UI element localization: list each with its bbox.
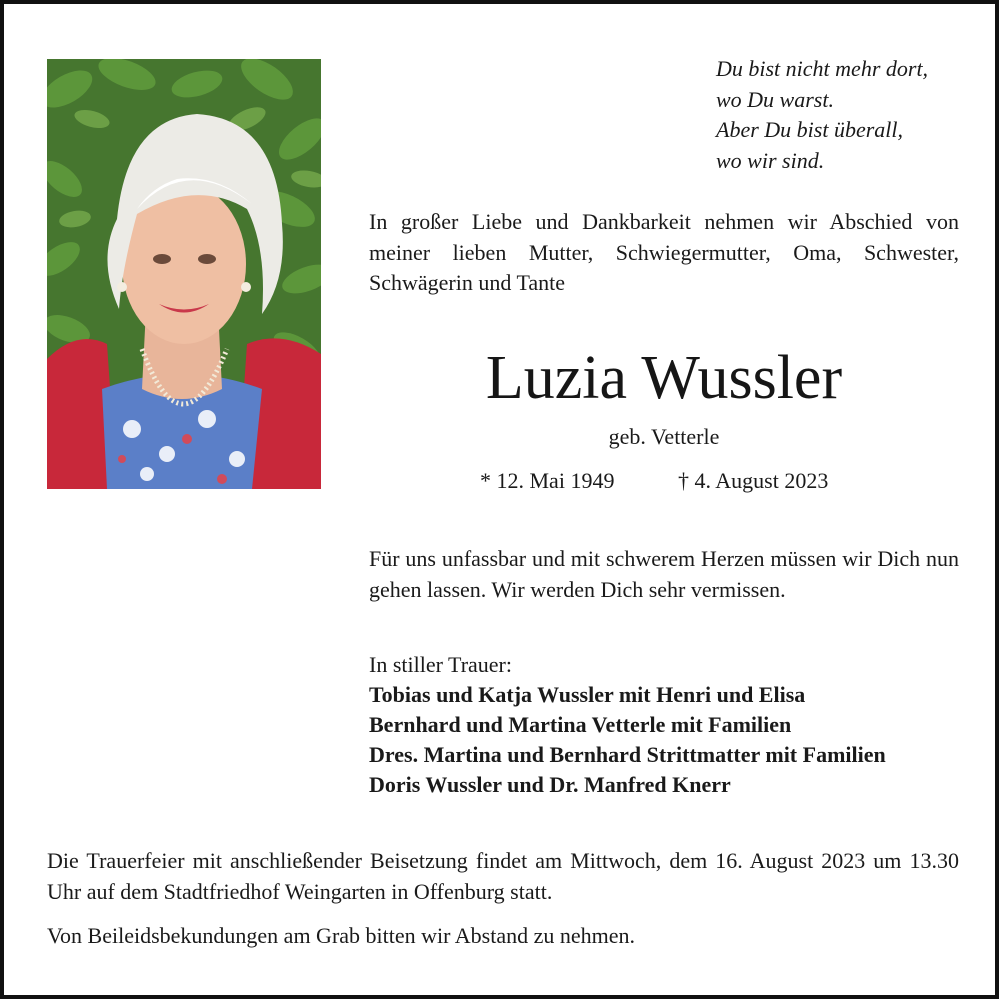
- funeral-info: Die Trauerfeier mit anschließender Beisetzung findet am Mittwoch, dem 16. August 2023 um 13.30 Uhr auf dem Stadtfriedhof Weingarten in Offenburg statt.: [47, 848, 959, 904]
- poem-line: Du bist nicht mehr dort,: [716, 56, 929, 81]
- mourner-family: Doris Wussler und Dr. Manfred Knerr: [369, 772, 731, 797]
- maiden-name: geb. Vetterle: [608, 424, 720, 449]
- poem-line: wo Du warst.: [716, 86, 834, 112]
- mourner-family: Dres. Martina und Bernhard Strittmatter mit Familien: [369, 742, 886, 767]
- birth-date: * 12. Mai 1949: [480, 468, 615, 493]
- death-date: † 4. August 2023: [678, 468, 829, 493]
- intro-text: In großer Liebe und Dankbarkeit nehmen wir Abschied von meiner lieben Mutter, Schwiegermutter, Oma, Schwester, Schwägerin und Tante: [369, 209, 959, 295]
- mourner-family: Bernhard und Martina Vetterle mit Familien: [369, 712, 792, 737]
- poem-line: Aber Du bist überall,: [716, 117, 903, 142]
- deceased-name: Luzia Wussler: [485, 344, 843, 412]
- mourners-lead: In stiller Trauer:: [369, 652, 512, 677]
- poem-line: wo wir sind.: [716, 147, 825, 173]
- poem: [716, 54, 986, 176]
- portrait-photo: [47, 59, 321, 489]
- mourner-family: Tobias und Katja Wussler mit Henri und Elisa: [369, 682, 806, 707]
- mourners-list: [369, 650, 969, 800]
- condolence-note: Von Beileidsbekundungen am Grab bitten wir Abstand zu nehmen.: [47, 923, 635, 948]
- farewell-message: Für uns unfassbar und mit schwerem Herzen müssen wir Dich nun gehen lassen. Wir werden Dich sehr vermissen.: [369, 546, 959, 602]
